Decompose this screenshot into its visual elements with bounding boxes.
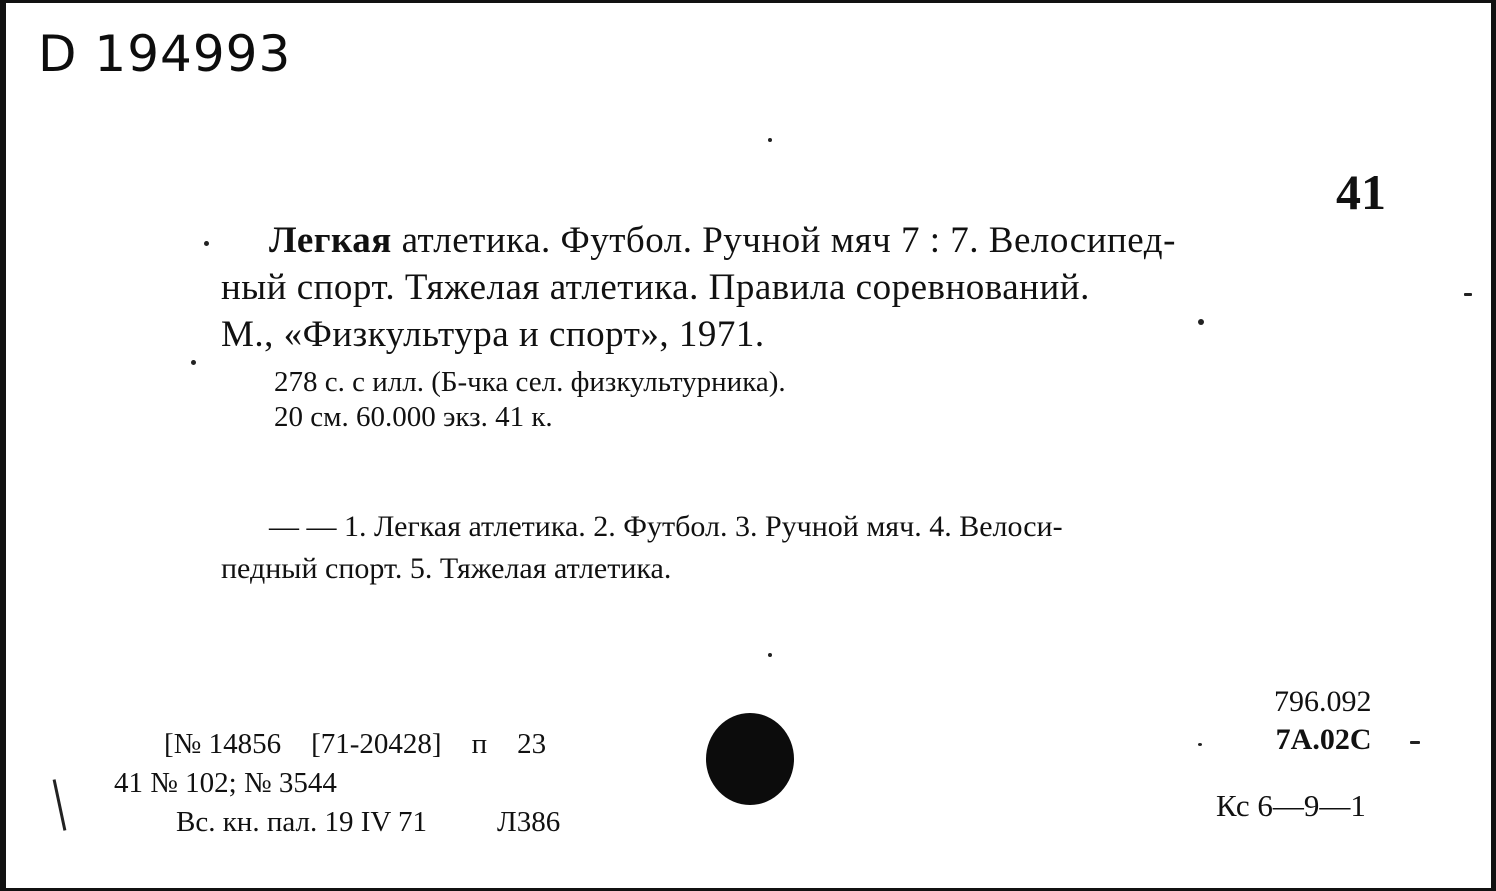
- ink-speck: [768, 138, 772, 142]
- ink-speck: [1464, 293, 1472, 296]
- subjects-line-2: педный спорт. 5. Тяжелая атлетика.: [221, 552, 672, 585]
- ink-speck: [1198, 743, 1202, 746]
- print-numbers-line: 41 № 102; № 3544: [114, 767, 337, 799]
- ink-speck: [1410, 741, 1420, 744]
- ink-speck: [768, 653, 772, 657]
- ink-speck: [1198, 319, 1204, 325]
- card-number: 41: [1336, 164, 1386, 220]
- entry-line-3: М., «Физкультура и спорт», 1971.: [221, 314, 765, 355]
- description-line-2: 20 см. 60.000 экз. 41 к.: [274, 401, 553, 433]
- order-number: [№ 14856: [164, 728, 282, 760]
- classification-block: [1274, 683, 1372, 759]
- subject-headings: [221, 506, 1063, 590]
- order-p: п: [471, 728, 488, 760]
- description-line-1: 278 с. с илл. (Б-чка сел. физкультурника).: [274, 366, 786, 398]
- order-count: 23: [517, 728, 547, 760]
- chamber-code: Л386: [497, 806, 561, 838]
- chamber-line: [114, 803, 560, 842]
- ink-speck: [191, 360, 196, 365]
- margin-pen-stroke: [53, 779, 67, 830]
- udc-code: 796.092: [1274, 685, 1372, 718]
- punch-hole: [706, 713, 794, 805]
- ink-speck: [204, 241, 209, 246]
- order-reference: [71-20428]: [311, 728, 442, 760]
- order-line: [114, 725, 560, 764]
- subjects-line-1: — — 1. Легкая атлетика. 2. Футбол. 3. Ручной мяч. 4. Велоси-: [269, 510, 1063, 543]
- publication-info: [114, 725, 560, 842]
- handwritten-inventory-number: D 194993: [38, 25, 292, 83]
- entry-line-2: ный спорт. Тяжелая атлетика. Правила соревнований.: [221, 267, 1090, 308]
- physical-description: [274, 365, 786, 435]
- entry-line-1: [221, 217, 1391, 264]
- entry-title-rest: атлетика. Футбол. Ручной мяч 7 : 7. Велосипед-: [391, 220, 1176, 261]
- entry-title-first-word: Легкая: [269, 220, 392, 261]
- card-code: Кс 6—9—1: [1216, 788, 1366, 823]
- bibliographic-entry: [221, 217, 1391, 358]
- chamber-date: Вс. кн. пал. 19 IV 71: [176, 806, 428, 838]
- bbk-code: 7А.02С: [1275, 723, 1372, 756]
